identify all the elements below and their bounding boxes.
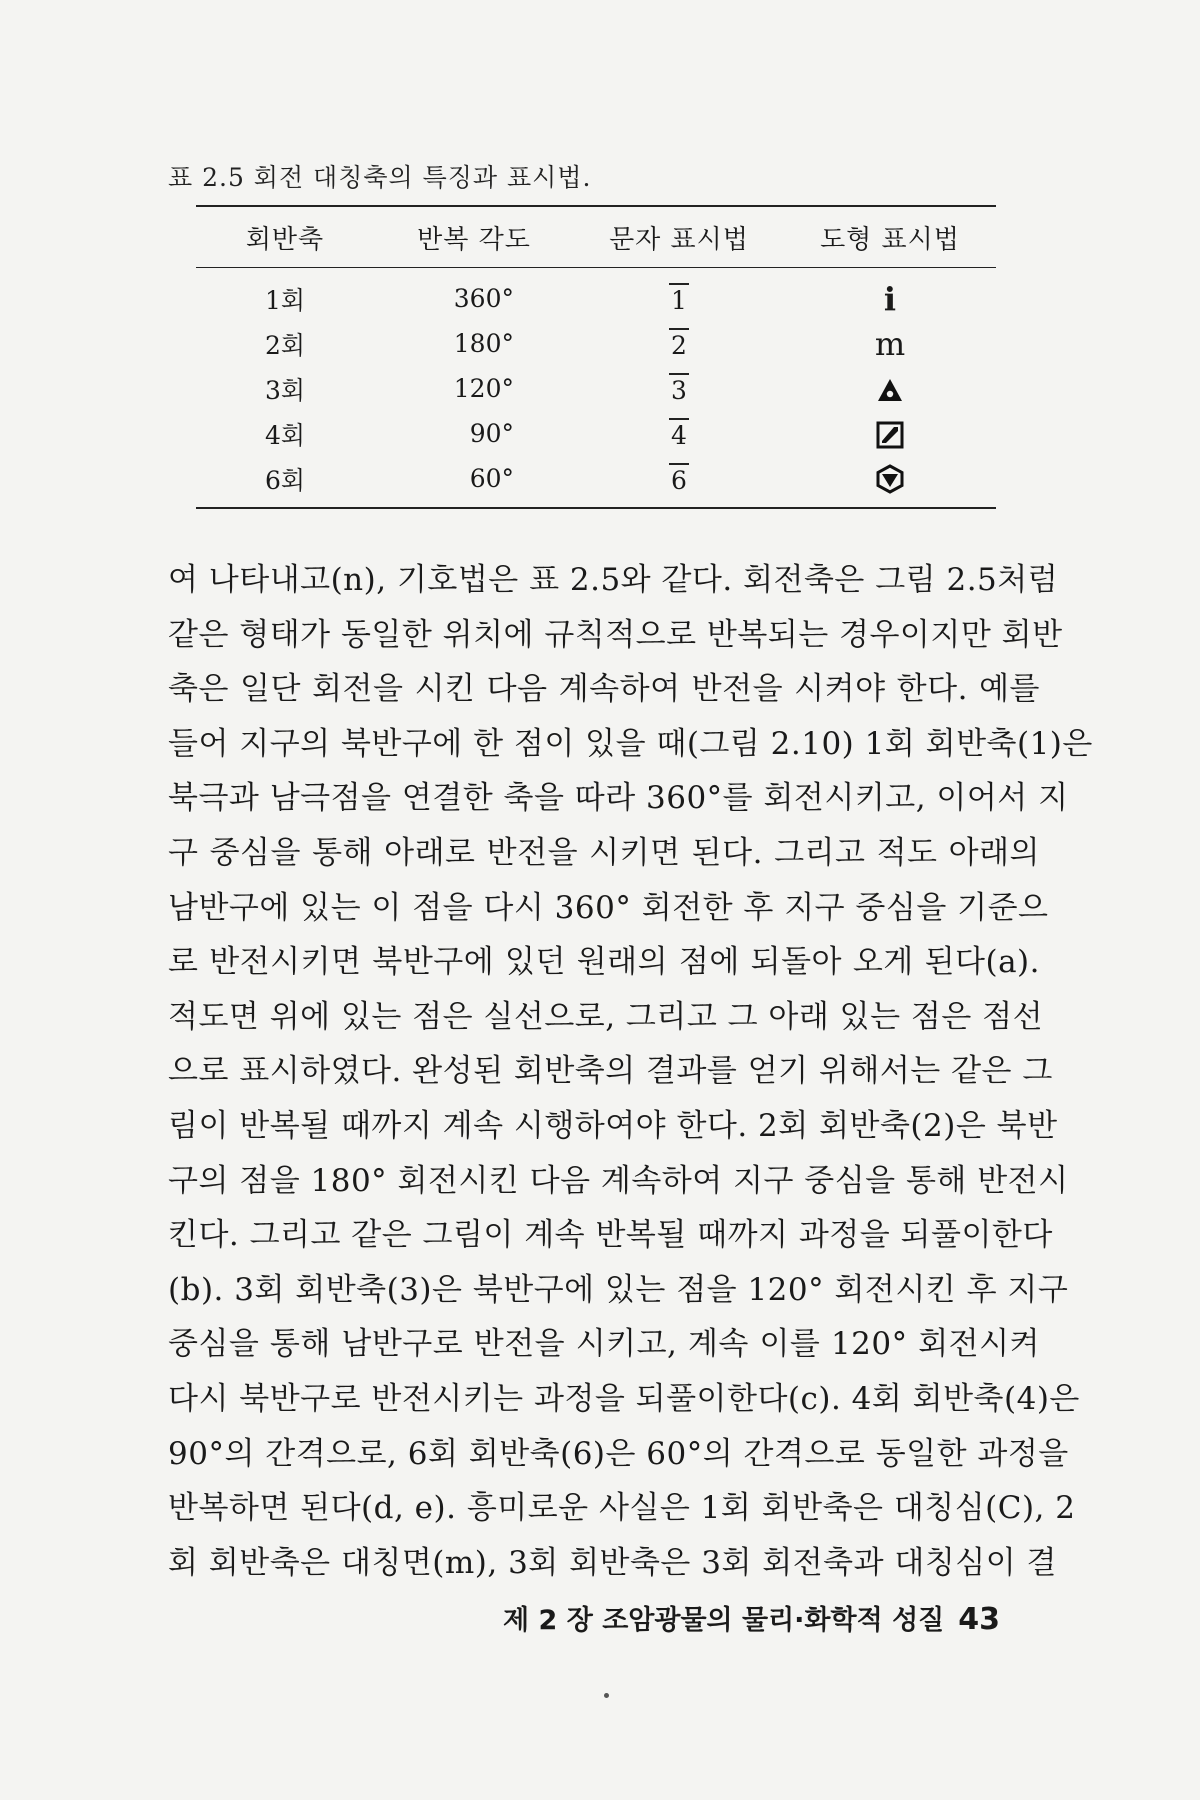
row-angle: 120° [453,374,514,403]
square-with-slash-icon [784,418,996,449]
chapter-title: 제 2 장 조암광물의 물리·화학적 성질 [503,1605,945,1636]
text-line: 북극과 남극점을 연결한 축을 따라 360°를 회전시키고, 이어서 지 [168,780,1069,817]
row-angle: 90° [469,419,514,448]
table-bottom-rule [196,507,996,509]
row-axis: 6회 [264,465,306,495]
row-notation: 2 [669,328,689,358]
row-angle: 360° [453,284,514,313]
symbol-i: i [883,279,897,318]
table-caption: 표 2.5 회전 대칭축의 특징과 표시법. [168,163,592,192]
header-angle: 반복 각도 [417,224,531,255]
text-line: 적도면 위에 있는 점은 실선으로, 그리고 그 아래 있는 점은 점선 [168,998,1044,1035]
text-line: 회 회반축은 대칭면(m), 3회 회반축은 3회 회전축과 대칭심이 결 [168,1544,1057,1581]
text-line: 으로 표시하였다. 완성된 회반축의 결과를 얻기 위해서는 같은 그 [168,1053,1053,1090]
table-row [196,321,996,366]
row-notation: 6 [669,463,689,493]
row-axis: 1회 [264,285,306,315]
row-notation: 4 [669,418,689,448]
text-line: 같은 형태가 동일한 위치에 규칙적으로 반복되는 경우이지만 회반 [168,616,1063,653]
row-notation: 3 [669,373,689,403]
page-number: 43 [958,1602,1000,1637]
row-angle: 60° [469,464,514,493]
hexagon-with-triangle-icon [784,463,996,495]
text-line: 여 나타내고(n), 기호법은 표 2.5와 같다. 회전축은 그림 2.5처럼 [168,562,1059,598]
text-line: 킨다. 그리고 같은 그림이 계속 반복될 때까지 과정을 되풀이한다 [168,1217,1053,1254]
text-line: 다시 북반구로 반전시키는 과정을 되풀이한다(c). 4회 회반축(4)은 [168,1380,1080,1417]
header-notation: 문자 표시법 [609,224,749,255]
text-line: 들어 지구의 북반구에 한 점이 있을 때(그림 2.10) 1회 회반축(1)은 [168,725,1093,762]
header-symbol: 도형 표시법 [820,224,960,255]
table-row [196,456,996,501]
text-line: 축은 일단 회전을 시킨 다음 계속하여 반전을 시켜야 한다. 예를 [168,671,1040,708]
symbol-m: m [874,324,906,363]
table-header-row [196,207,996,267]
text-line: 남반구에 있는 이 점을 다시 360° 회전한 후 지구 중심을 기준으 [168,889,1049,926]
table-body [196,268,996,507]
text-line: 구 중심을 통해 아래로 반전을 시키면 된다. 그리고 적도 아래의 [168,834,1040,871]
text-line: 반복하면 된다(d, e). 흥미로운 사실은 1회 회반축은 대칭심(C), 2 [168,1490,1076,1527]
running-footer [503,1598,1000,1637]
row-notation: 1 [669,283,689,313]
row-axis: 4회 [264,420,306,450]
text-line: 중심을 통해 남반구로 반전을 시키고, 계속 이를 120° 회전시켜 [168,1326,1040,1363]
text-line: 림이 반복될 때까지 계속 시행하여야 한다. 2회 회반축(2)은 북반 [168,1107,1058,1144]
triangle-with-dot-icon [784,374,996,404]
row-axis: 2회 [264,330,306,360]
text-line: 구의 점을 180° 회전시킨 다음 계속하여 지구 중심을 통해 반전시 [168,1162,1069,1199]
row-angle: 180° [453,329,514,358]
table-row [196,366,996,411]
text-line: 로 반전시키면 북반구에 있던 원래의 점에 되돌아 오게 된다(a). [168,944,1040,981]
text-line: 90°의 간격으로, 6회 회반축(6)은 60°의 간격으로 동일한 과정을 [168,1435,1069,1472]
rotoinversion-table [196,205,996,509]
text-line: (b). 3회 회반축(3)은 북반구에 있는 점을 120° 회전시킨 후 지구 [168,1271,1069,1308]
table-row [196,411,996,456]
header-axis: 회반축 [245,224,325,255]
print-speck [604,1693,609,1698]
table-row [196,276,996,321]
body-paragraph [168,553,1093,1590]
row-axis: 3회 [264,375,306,405]
